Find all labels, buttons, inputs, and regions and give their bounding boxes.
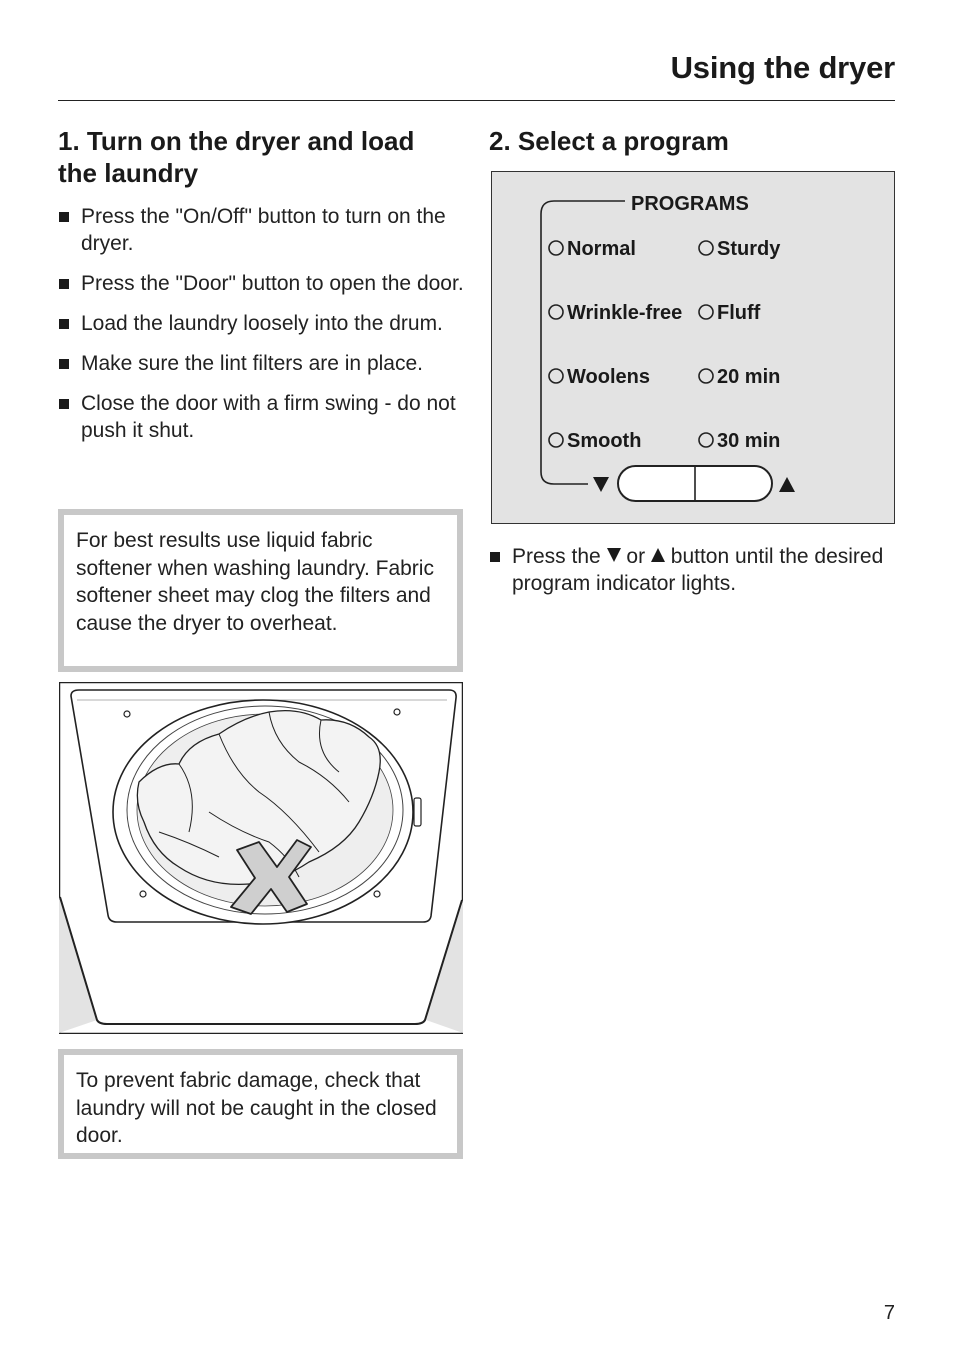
header-rule [58, 100, 895, 101]
program-label: Smooth [567, 430, 642, 452]
program-label: 30 min [717, 430, 781, 452]
program-label: Wrinkle-free [567, 302, 683, 324]
list-item-text: button until the desired program indicator lights. [512, 545, 884, 595]
bullet-square-icon [59, 319, 69, 329]
program-selector-panel [491, 171, 895, 524]
program-option[interactable] [699, 302, 761, 324]
list-item [58, 350, 468, 377]
up-arrow-icon [779, 477, 795, 492]
program-option[interactable] [549, 238, 636, 260]
program-indicator-icon [549, 241, 563, 255]
list-item-text: Press the "On/Off" button to turn on the dryer. [81, 205, 446, 255]
program-option[interactable] [699, 366, 780, 388]
program-panel-diagram [492, 172, 894, 523]
program-indicator-icon [699, 433, 713, 447]
dryer-door-illustration [59, 682, 463, 1034]
program-indicator-icon [699, 305, 713, 319]
program-label: 20 min [717, 366, 781, 388]
list-item-text: Close the door with a firm swing - do not push it shut. [81, 392, 456, 442]
list-item [58, 270, 468, 297]
bullet-square-icon [490, 552, 500, 562]
program-option[interactable] [699, 430, 780, 452]
program-option[interactable] [549, 366, 650, 388]
list-item [58, 203, 468, 257]
program-indicator-icon [549, 433, 563, 447]
program-option[interactable] [549, 302, 682, 324]
program-label: Normal [567, 238, 636, 260]
program-option[interactable] [549, 430, 641, 452]
load-steps-list [58, 203, 468, 457]
program-label: Fluff [717, 302, 761, 324]
program-option[interactable] [699, 238, 781, 260]
program-indicator-icon [699, 369, 713, 383]
bullet-square-icon [59, 399, 69, 409]
list-item-text: Press the [512, 545, 601, 568]
program-rocker-button[interactable] [618, 466, 772, 501]
list-item-text: Press the "Door" button to open the door. [81, 272, 464, 295]
page-number: 7 [883, 1302, 895, 1324]
program-label: Sturdy [717, 238, 781, 260]
page-title: Using the dryer [670, 50, 895, 85]
section-heading-program: 2. Select a program [489, 126, 729, 156]
bullet-square-icon [59, 279, 69, 289]
list-item [58, 310, 468, 337]
list-item [489, 543, 894, 597]
program-indicator-icon [549, 369, 563, 383]
program-indicator-icon [549, 305, 563, 319]
program-steps-list [489, 543, 894, 610]
up-arrow-icon [651, 548, 665, 562]
list-item-text: or [626, 545, 646, 568]
list-item-text: Make sure the lint filters are in place. [81, 352, 423, 375]
bullet-square-icon [59, 212, 69, 222]
section-heading-load: 1. Turn on the dryer and load the laundry [58, 126, 415, 188]
door-caution-note-box: To prevent fabric damage, check that laundry will not be caught in the closed door. [58, 1049, 463, 1159]
program-indicator-icon [699, 241, 713, 255]
down-arrow-icon [593, 477, 609, 492]
list-item [58, 390, 468, 444]
panel-title: PROGRAMS [631, 193, 749, 215]
program-label: Woolens [567, 366, 650, 388]
bullet-square-icon [59, 359, 69, 369]
down-arrow-icon [607, 548, 621, 562]
list-item-text: Load the laundry loosely into the drum. [81, 312, 443, 335]
softener-note-box: For best results use liquid fabric softener when washing laundry. Fabric softener sheet may clog the filters and cause the dryer to overheat. [58, 509, 463, 672]
